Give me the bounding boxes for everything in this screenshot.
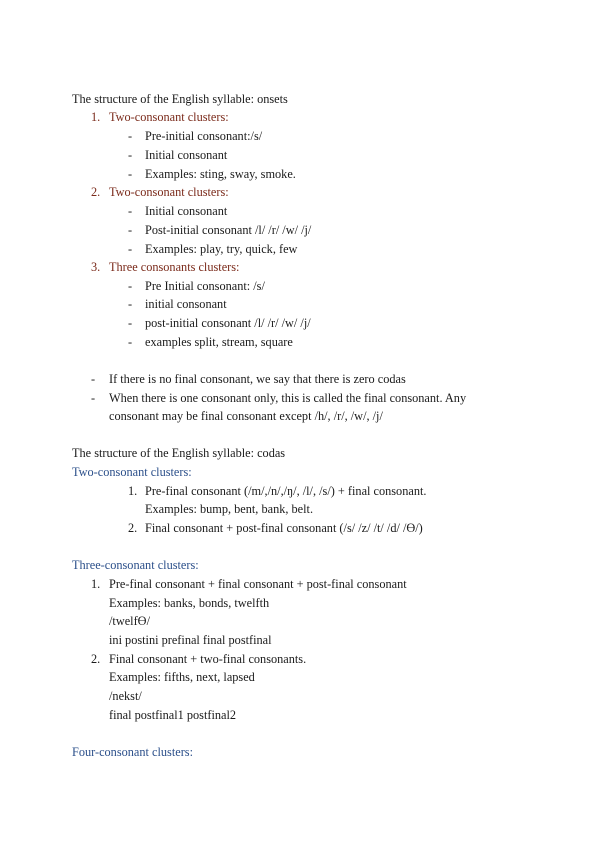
dash-bullet: - — [128, 242, 133, 256]
group-heading: Two-consonant clusters: — [109, 185, 229, 199]
list-item: initial consonant — [145, 297, 227, 311]
list-item: Initial consonant — [145, 148, 228, 162]
codas-title: The structure of the English syllable: codas — [72, 446, 286, 460]
dash-bullet: - — [128, 223, 133, 237]
list-item: Examples: sting, sway, smoke. — [145, 167, 296, 181]
three-consonant-heading: Three-consonant clusters: — [72, 558, 199, 572]
list-item-examples: Examples: fifths, next, lapsed — [109, 670, 255, 684]
dash-bullet: - — [128, 279, 133, 293]
list-number: 3. — [91, 260, 101, 274]
list-number: 2. — [128, 521, 138, 535]
list-item-examples: Examples: banks, bonds, twelfth — [109, 596, 270, 610]
list-item-examples: Examples: bump, bent, bank, belt. — [145, 502, 314, 516]
dash-bullet: - — [128, 148, 133, 162]
list-item-breakdown: ini postini prefinal final postfinal — [109, 633, 272, 647]
list-item: Post-initial consonant /l/ /r/ /w/ /j/ — [145, 223, 312, 237]
list-item-transcription: /nekst/ — [109, 689, 142, 703]
list-item: Pre-initial consonant:/s/ — [145, 129, 263, 143]
group-heading: Three consonants clusters: — [109, 260, 240, 274]
list-item-breakdown: final postfinal1 postfinal2 — [109, 708, 237, 722]
four-consonant-heading: Four-consonant clusters: — [72, 745, 193, 759]
list-item: Pre Initial consonant: /s/ — [145, 279, 265, 293]
dash-bullet: - — [128, 167, 133, 181]
list-item: Examples: play, try, quick, few — [145, 242, 298, 256]
dash-bullet: - — [128, 204, 133, 218]
list-number: 2. — [91, 652, 101, 666]
list-item: Final consonant + post-final consonant (/s/ /z/ /t/ /d/ /Ɵ/) — [145, 521, 423, 535]
list-item: Pre-final consonant + final consonant + post-final consonant — [109, 577, 407, 591]
two-consonant-heading: Two-consonant clusters: — [72, 465, 192, 479]
dash-bullet: - — [128, 297, 133, 311]
note-final-consonant-line2: consonant may be final consonant except /h/, /r/, /w/, /j/ — [109, 409, 383, 423]
list-number: 1. — [91, 110, 101, 124]
group-heading: Two-consonant clusters: — [109, 110, 229, 124]
onsets-title: The structure of the English syllable: onsets — [72, 92, 288, 106]
dash-bullet: - — [128, 129, 133, 143]
list-number: 2. — [91, 185, 101, 199]
list-number: 1. — [128, 484, 138, 498]
dash-bullet: - — [128, 335, 133, 349]
list-item: examples split, stream, square — [145, 335, 293, 349]
dash-bullet: - — [128, 316, 133, 330]
dash-bullet: - — [91, 372, 96, 386]
list-item: Final consonant + two-final consonants. — [109, 652, 307, 666]
dash-bullet: - — [91, 391, 96, 405]
note-final-consonant-line1: When there is one consonant only, this is called the final consonant. Any — [109, 391, 467, 405]
list-item: post-initial consonant /l/ /r/ /w/ /j/ — [145, 316, 311, 330]
list-number: 1. — [91, 577, 101, 591]
list-item: Pre-final consonant (/m/,/n/,/ŋ/, /l/, /s/) + final consonant. — [145, 484, 427, 498]
list-item: Initial consonant — [145, 204, 228, 218]
note-zero-codas: If there is no final consonant, we say that there is zero codas — [109, 372, 406, 386]
list-item-transcription: /twelfƟ/ — [109, 614, 150, 628]
